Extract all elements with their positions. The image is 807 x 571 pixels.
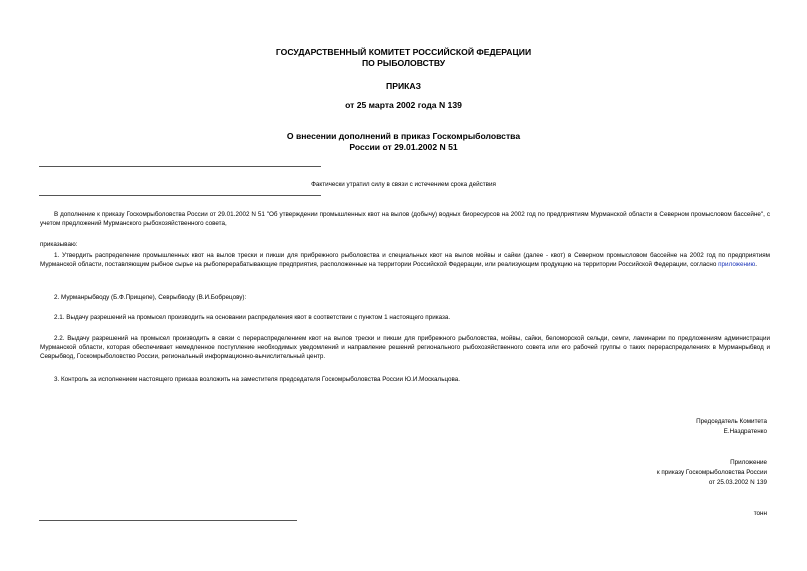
item-3-paragraph: 3. Контроль за исполнением настоящего приказа возложить на заместителя председателя Госкомрыболовства России Ю.И.Москальцова. [54, 376, 461, 383]
divider-bottom [39, 195, 321, 196]
divider-top [39, 166, 321, 167]
item-1-text: 1. Утвердить распределение промышленных квот на вылов трески и пикши для прибрежного рыболовства и специальных квот на вылов мойвы и сайки (далее - квот) в Северном промысловом бассейне на 2002 год по предприятиям Мурманской области, поставляющим рыбное сырье на рыбоперерабатывающие предприятия, расположенные на территории Российской Федерации, или реализующим продукцию на территории Российской Федерации, согласно [40, 252, 770, 268]
document-subject-line2: России от 29.01.2002 N 51 [349, 142, 458, 152]
item-2-2-paragraph: 2.2. Выдачу разрешений на промысел производить в связи с перераспределением квот на вылов трески и пикши для прибрежного рыболовства, мойвы, сайки, беломорской сельди, семги, ламинарии по предложениям администрации Мурманской области, которая обеспечивает немедленное поступление необходимых уведомлений и направление решений регионального рыбохозяйственного совета или его рабочей группы о таких перераспределениях в Мурманрыбвод и Севрыбвод, Госкомрыболовство России, региональный информационно-вычислительный центр. [40, 335, 770, 360]
appendix-link[interactable]: приложению [718, 261, 756, 268]
status-note: Фактически утратил силу в связи с истечением срока действия [311, 181, 496, 188]
appendix-ref-line: к приказу Госкомрыболовства России [656, 469, 767, 476]
appendix-label: Приложение [730, 459, 767, 466]
document-type: ПРИКАЗ [386, 81, 421, 91]
item-1-paragraph [40, 251, 770, 269]
appendix-date-line: от 25.03.2002 N 139 [708, 479, 767, 486]
committee-name-line2: ПО РЫБОЛОВСТВУ [361, 58, 446, 68]
document-date: от 25 марта 2002 года N 139 [345, 100, 462, 110]
item-2-paragraph: 2. Мурманрыбводу (Б.Ф.Прищепе), Севрыбводу (В.И.Бобрецову): [54, 294, 247, 301]
intro-paragraph: В дополнение к приказу Госкомрыболовства России от 29.01.2002 N 51 "Об утверждении промышленных квот на вылов (добычу) водных биоресурсов на 2002 год по предприятиям Мурманской области в Северном промысловом бассейне", с учетом предложений Мурманского рыбохозяйственного совета, [40, 211, 770, 227]
item-1-end: . [755, 261, 757, 268]
order-word: приказываю: [40, 241, 78, 248]
committee-name-line1: ГОСУДАРСТВЕННЫЙ КОМИТЕТ РОССИЙСКОЙ ФЕДЕРАЦИИ [275, 47, 532, 57]
divider-footer [39, 520, 297, 521]
document-subject-line1: О внесении дополнений в приказ Госкомрыболовства [286, 131, 521, 141]
item-2-1-paragraph: 2.1. Выдачу разрешений на промысел производить на основании распределения квот в соответствии с пунктом 1 настоящего приказа. [54, 314, 451, 321]
unit-label: тонн [753, 510, 767, 517]
signature-position: Председатель Комитета [696, 418, 767, 425]
signature-name: Е.Наздратенко [723, 428, 767, 435]
